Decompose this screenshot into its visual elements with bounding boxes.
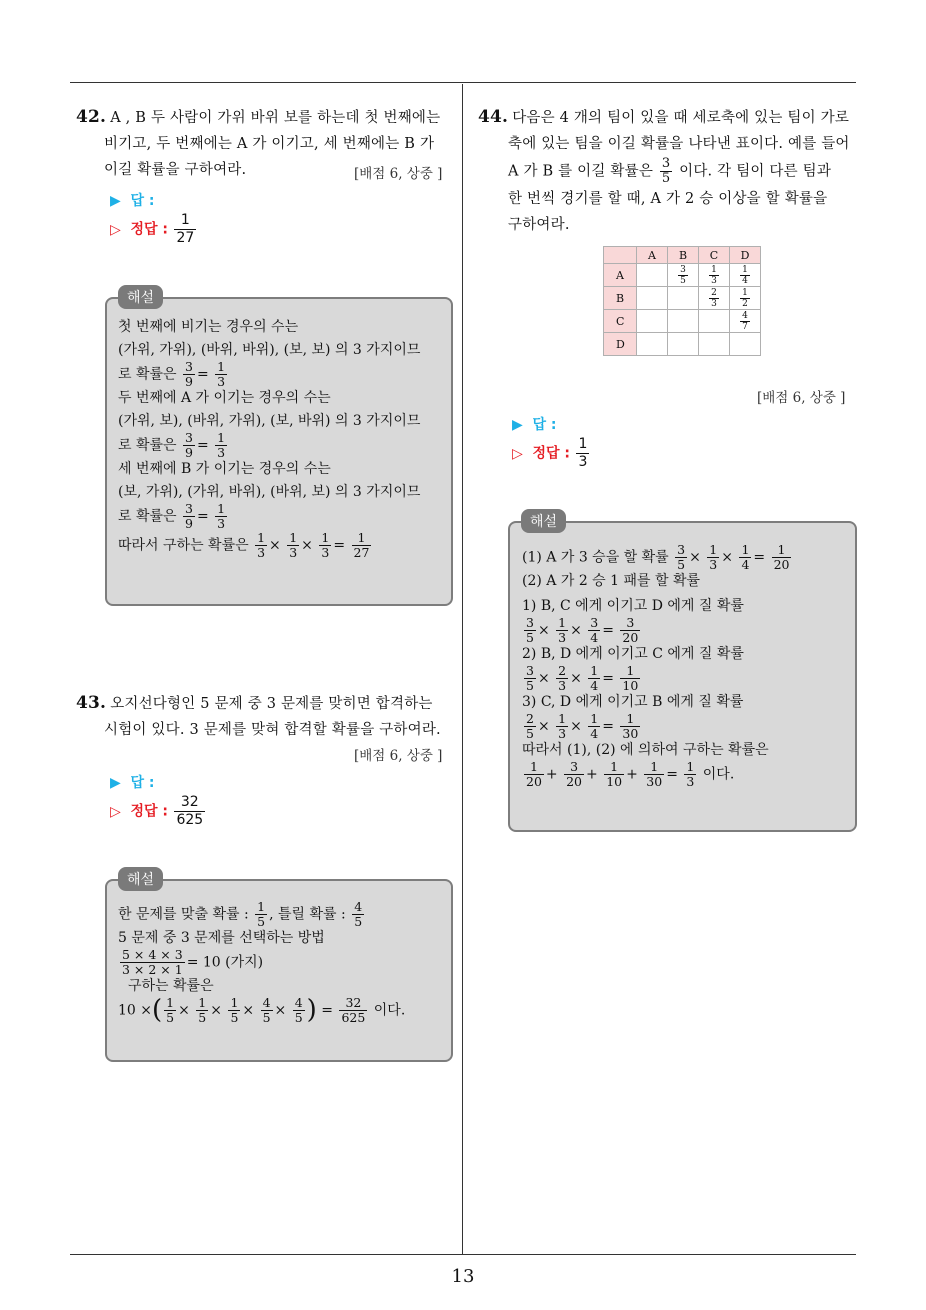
- play-icon: ▶: [110, 775, 121, 791]
- question-text: 시험이 있다. 3 문제를 맞혀 합격할 확률을 구하여라.: [104, 722, 441, 738]
- probability-table: [603, 246, 761, 356]
- table-row: A $\frac{3}{5}$ $\frac{1}{3}$ $\frac{1}{4}$: [604, 264, 761, 287]
- triangle-outline-icon: ▷: [110, 803, 121, 820]
- question-number: 44.: [478, 107, 509, 127]
- table-header-row: A B C D: [604, 247, 761, 264]
- question-text: A , B 두 사람이 가위 바위 보를 하는데 첫 번째에는: [110, 110, 441, 126]
- triangle-outline-icon: ▷: [512, 445, 523, 462]
- solution-text: 한 문제를 맞출 확률 : $\frac{1}{5}$ , 틀릴 확률 : $\frac{4}{5}$ 5 문제 중 3 문제를 선택하는 방법 $\frac{5 \times 4 \times 3}{3 \times 2 \times 1}$ = 10 (가지) 구하는 확률은 10 ×( $\frac{1}{5}$ × $\frac{1}{5}$ × $\frac{1}{5}$ × $\frac{4}{5}$ × $\frac{4}{5}$ ) = $\frac{32}{625}$ 이다.: [118, 899, 406, 1025]
- question-text: 구하여라.: [508, 217, 570, 233]
- answer-label: 답 :: [130, 775, 155, 791]
- bottom-rule: [70, 1254, 856, 1255]
- table-row: B $\frac{2}{3}$ $\frac{1}{2}$: [604, 287, 761, 310]
- question-text: A 가 B 를 이길 확률은: [508, 163, 654, 180]
- correct-label: 정답 :: [532, 445, 570, 462]
- score-label: [배점 6, 상중 ]: [354, 166, 443, 182]
- question-text: 축에 있는 팀을 이길 확률을 나타낸 표이다. 예를 들어: [508, 136, 850, 152]
- solution-tag: 해설: [118, 285, 163, 309]
- triangle-outline-icon: ▷: [110, 221, 121, 238]
- question-text: 오지선다형인 5 문제 중 3 문제를 맞히면 합격하는: [110, 696, 433, 712]
- score-label: [배점 6, 상중 ]: [354, 748, 443, 764]
- question-number: 42.: [76, 107, 107, 127]
- question-text: 한 번씩 경기를 할 때, A 가 2 승 이상을 할 확률을: [508, 191, 828, 207]
- table-row: D: [604, 333, 761, 356]
- question-text: 이다. 각 팀이 다른 팀과: [679, 163, 832, 180]
- correct-label: 정답 :: [130, 221, 168, 238]
- score-label: [배점 6, 상중 ]: [757, 390, 846, 406]
- answer-field[interactable]: [110, 772, 154, 792]
- play-icon: ▶: [512, 417, 523, 433]
- answer-field[interactable]: [110, 190, 154, 210]
- answer-fraction: $\frac{1}{3}$: [578, 436, 588, 470]
- page-number: 13: [451, 1266, 475, 1287]
- solution-text: 첫 번째에 비기는 경우의 수는 (가위, 가위), (바위, 바위), (보, 보) 의 3 가지이므 로 확률은 $\frac{3}{9}$ = $\frac{1}{3}$ 두 번째에 A 가 이기는 경우의 수는 (가위, 보), (바위, 가위), (보, 바위) 의 3 가지이므 로 확률은 $\frac{3}{9}$ = $\frac{1}{3}$ 세 번째에 B 가 이기는 경우의 수는 (보, 가위), (가위, 바위), (바위, 보) 의 3 가지이므 로 확률은 $\frac{3}{9}$ = $\frac{1}{3}$ 따라서 구하는 확률은 $\frac{1}{3}$ × $\frac{1}{3}$ × $\frac{1}{3}$ = $\frac{1}{27}$: [118, 319, 421, 560]
- question-text: 비기고, 두 번째에는 A 가 이기고, 세 번째에는 B 가: [104, 136, 435, 152]
- solution-text: (1) A 가 3 승을 할 확률 $\frac{3}{5}$ × $\frac{1}{3}$ × $\frac{1}{4}$ = $\frac{1}{20}$ (2) A 가 2 승 1 패를 할 확률 1) B, C 에게 이기고 D 에게 질 확률 $\frac{3}{5}$ × $\frac{1}{3}$ × $\frac{3}{4}$ = $\frac{3}{20}$ 2) B, D 에게 이기고 C 에게 질 확률 $\frac{3}{5}$ × $\frac{2}{3}$ × $\frac{1}{4}$ = $\frac{1}{10}$ 3) C, D 에게 이기고 B 에게 질 확률 $\frac{2}{5}$ × $\frac{1}{3}$ × $\frac{1}{4}$ = $\frac{1}{30}$ 따라서 (1), (2) 에 의하여 구하는 확률은 $\frac{1}{20}$ + $\frac{3}{20}$ + $\frac{1}{10}$ + $\frac{1}{30}$ = $\frac{1}{3}$ 이다.: [522, 542, 790, 789]
- answer-label: 답 :: [130, 193, 155, 209]
- play-icon: ▶: [110, 193, 121, 209]
- answer-field[interactable]: [512, 414, 556, 434]
- column-divider: [462, 84, 463, 1254]
- question-text: 다음은 4 개의 팀이 있을 때 세로축에 있는 팀이 가로: [512, 110, 850, 126]
- correct-answer: [110, 212, 198, 247]
- correct-label: 정답 :: [130, 803, 168, 820]
- answer-label: 답 :: [532, 417, 557, 433]
- answer-fraction: $\frac{1}{27}$: [176, 212, 195, 246]
- correct-answer: [512, 436, 591, 471]
- question-44: 44. 다음은 4 개의 팀이 있을 때 세로축에 있는 팀이 가로 축에 있는 팀을 이길 확률을 나타낸 표이다. 예를 들어 A 가 B 를 이길 확률은 $\frac{3}{5}$ 이다. 각 팀이 다른 팀과 한 번씩 경기를 할 때, A 가 2 승 이상을 할 확률을 구하여라.: [478, 104, 862, 238]
- correct-answer: [110, 794, 207, 829]
- answer-fraction: $\frac{32}{625}$: [176, 794, 204, 828]
- solution-tag: 해설: [521, 509, 566, 533]
- solution-tag: 해설: [118, 867, 163, 891]
- table-row: C $\frac{4}{7}$: [604, 310, 761, 333]
- question-number: 43.: [76, 693, 107, 713]
- question-text: 이길 확률을 구하여라.: [104, 162, 247, 178]
- question-43: [76, 690, 456, 743]
- top-rule: [70, 82, 856, 83]
